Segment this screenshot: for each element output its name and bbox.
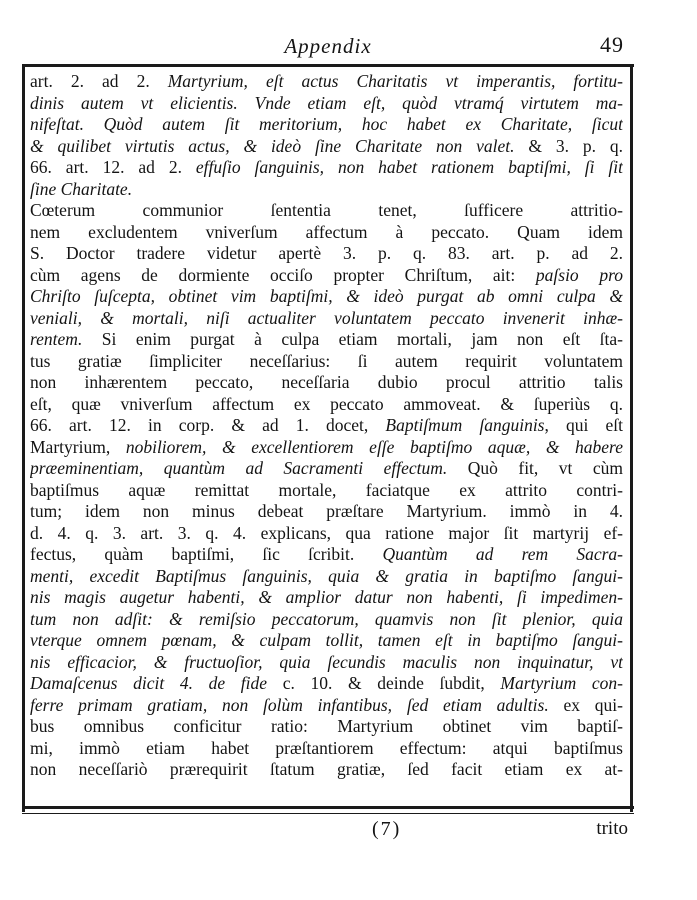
roman-text: S. Doctor tradere videtur apertè 3. p. q. 83. art. p. ad 2.	[30, 243, 623, 263]
text-line	[30, 71, 623, 93]
roman-text: mi, immò etiam habet præſtantiorem effectum: atqui baptiſmus	[30, 737, 623, 758]
text-line	[30, 200, 623, 222]
text-line	[30, 566, 623, 588]
text-line	[30, 480, 623, 502]
text-line	[30, 157, 623, 179]
roman-text: nem excludentem vniverſum affectum à peccato. Quam idem	[30, 221, 623, 242]
italic-text: tum non adſit: & remiſsio peccatorum, quamvis non ſit plenior, quia	[30, 608, 623, 629]
italic-text: Quantùm ad rem Sacra-	[382, 544, 623, 564]
text-line	[30, 759, 623, 781]
roman-text: baptiſmus aquæ remittat mortale, faciatque ex attrito contri-	[30, 479, 623, 500]
text-line	[30, 437, 623, 459]
text-line	[30, 501, 623, 523]
text-line	[30, 179, 623, 201]
text-line	[30, 716, 623, 738]
text-line	[30, 265, 623, 287]
italic-text: Damaſcenus dicit 4. de fide	[30, 673, 283, 693]
roman-text: 66. art. 12. ad 2.	[30, 157, 196, 177]
italic-text: paſsio pro	[535, 264, 623, 285]
roman-text: Cœterum communior ſententia tenet, ſufficere attritio-	[30, 200, 623, 220]
text-line	[30, 587, 623, 609]
italic-text: nobiliorem, & excellentiorem eſſe baptiſmo aquæ, & habere	[125, 436, 623, 457]
text-line	[30, 351, 623, 373]
roman-text: non inhærentem peccato, neceſſaria dubio procul attritio talis	[30, 372, 623, 392]
roman-text: tus gratiæ ſimpliciter neceſſarius: ſi autem requirit voluntatem	[30, 350, 623, 371]
roman-text: cùm agens de dormiente occiſo propter Chriſtum, ait:	[30, 264, 536, 285]
roman-text: art. 2. ad 2.	[30, 71, 168, 91]
italic-text: menti, excedit Baptiſmus ſanguinis, quia & gratia in baptiſmo ſangui-	[30, 565, 623, 586]
roman-text: non neceſſariò prærequirit ſtatum gratiæ, ſed facit etiam ex at-	[30, 759, 623, 779]
page-header	[22, 34, 634, 62]
roman-text: d. 4. q. 3. art. 3. q. 4. explicans, qua ratione major ſit martyrij ef-	[30, 522, 623, 543]
text-line	[30, 695, 623, 717]
page-footer	[22, 818, 634, 848]
italic-text: effuſio ſanguinis, non habet rationem baptiſmi, ſi ſit	[195, 157, 623, 177]
roman-text: eſt, quæ vniverſum affectum ex peccato ammoveat. & ſuperiùs q.	[30, 393, 623, 414]
text-line	[30, 308, 623, 330]
text-line	[30, 609, 623, 631]
text-line	[30, 458, 623, 480]
text-line	[30, 673, 623, 695]
text-line	[30, 630, 623, 652]
roman-text: c. 10. & deinde ſubdit,	[282, 673, 501, 693]
signature-mark: (7)	[372, 818, 402, 840]
italic-text: veniali, & mortali, niſi actualiter voluntatem peccato invenerit inhæ-	[30, 307, 623, 328]
text-line	[30, 415, 623, 437]
roman-text: Martyrium,	[30, 436, 126, 457]
roman-text: & 3. p. q.	[528, 135, 623, 156]
text-line	[30, 286, 623, 308]
roman-text: tum; idem non minus debeat præſtare Martyrium. immò in 4.	[30, 501, 623, 521]
text-line	[30, 136, 623, 158]
roman-text: fectus, quàm baptiſmi, ſic ſcribit.	[30, 544, 383, 564]
italic-text: rentem.	[30, 329, 102, 349]
italic-text: ſine Charitate.	[30, 178, 133, 199]
italic-text: nis efficacior, & fructuoſior, quia ſecundis maculis non inquinatur, vt	[30, 651, 623, 672]
text-line	[30, 738, 623, 760]
text-line	[30, 243, 623, 265]
italic-text: ferre primam gratiam, non ſolùm infantibus, ſed etiam adultis.	[30, 694, 564, 715]
italic-text: Martyrium con-	[500, 673, 623, 693]
text-line	[30, 222, 623, 244]
italic-text: dinis autem vt elicientis. Vnde etiam eſt, quòd vtramq́ virtutem ma-	[30, 92, 623, 113]
text-line	[30, 329, 623, 351]
page-number: 49	[600, 32, 624, 57]
catchword: trito	[596, 818, 628, 839]
text-line	[30, 544, 623, 566]
text-line	[30, 394, 623, 416]
italic-text: & quilibet virtutis actus, & ideò ſine Charitate non valet.	[30, 135, 529, 156]
running-head: Appendix	[284, 34, 372, 58]
italic-text: Baptiſmum ſanguinis	[385, 415, 545, 435]
text-line	[30, 93, 623, 115]
italic-text: nifeſtat. Quòd autem ſit meritorium, hoc habet ex Charitate, ſicut	[30, 114, 623, 134]
roman-text: , qui eſt	[544, 415, 623, 435]
text-line	[30, 652, 623, 674]
roman-text: Si enim purgat à culpa etiam mortali, jam non eſt ſta-	[101, 329, 623, 349]
roman-text: Quò fit, vt cùm	[467, 458, 623, 478]
bottom-rule	[22, 806, 634, 809]
main-text-block	[30, 71, 623, 781]
italic-text: nis magis augetur habenti, & amplior datur non habenti, ſi impedimen-	[30, 587, 623, 607]
italic-text: Martyrium, eſt actus Charitatis vt imperantis, fortitu-	[167, 71, 623, 91]
roman-text: bus omnibus conficitur ratio: Martyrium obtinet vim baptiſ-	[30, 716, 623, 736]
roman-text: 66. art. 12. in corp. & ad 1. docet,	[30, 415, 386, 435]
italic-text: vterque omnem pœnam, & culpam tollit, tamen eſt in baptiſmo ſangui-	[30, 630, 623, 650]
italic-text: præeminentiam, quantùm ad Sacramenti effectum.	[30, 458, 468, 478]
italic-text: Chriſto ſuſcepta, obtinet vim baptiſmi, & ideò purgat ab omni culpa &	[30, 286, 623, 306]
bottom-rule-thin	[22, 813, 634, 814]
text-line	[30, 372, 623, 394]
text-line	[30, 523, 623, 545]
text-line	[30, 114, 623, 136]
roman-text: ex qui-	[563, 694, 623, 715]
